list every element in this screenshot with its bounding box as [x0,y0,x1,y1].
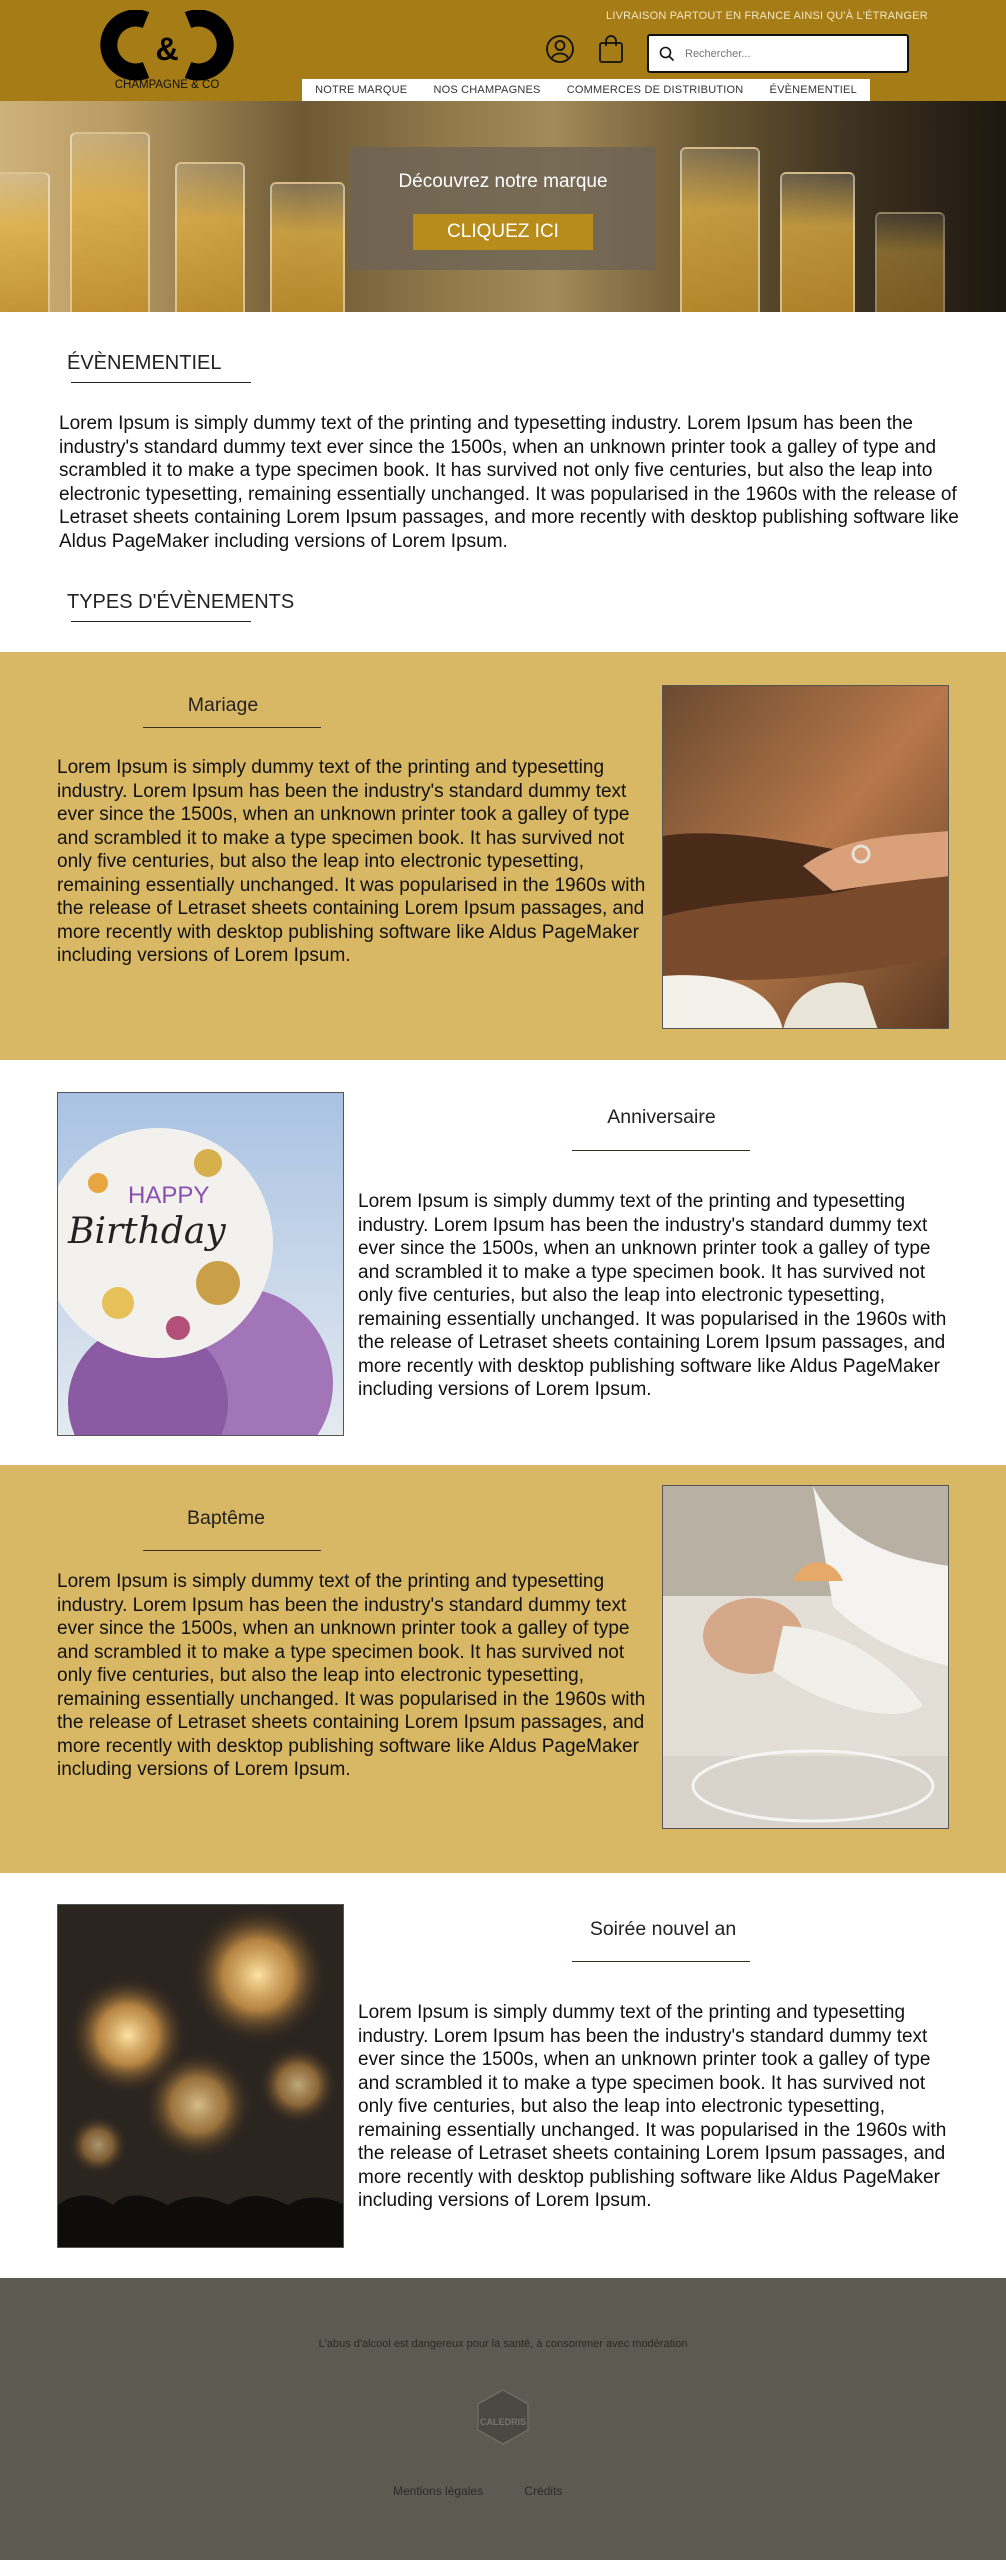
hero-cta-button[interactable]: CLIQUEZ ICI [413,214,593,250]
search-box [647,34,909,73]
alcohol-warning: L'abus d'alcool est dangereux pour la santé, à consommer avec modération [318,2338,688,2350]
birthday-photo [57,1092,344,1436]
logo-subtitle: CHAMPAGNE & CO [114,79,220,91]
svg-text:&: & [155,31,179,67]
event-text: Lorem Ipsum is simply dummy text of the printing and typesetting industry. Lorem Ipsum has been the industry's standard dummy text ever since the 1500s, when an unknown printer took a galley of type and scrambled it to make a type specimen book. It has survived not only five centuries, but also the leap into electronic typesetting, remaining essentially unchanged. It was popularised in the 1960s with the release of Letraset sheets containing Lorem Ipsum passages, and more recently with desktop publishing software like Aldus PageMaker including versions of Lorem Ipsum. [358,1191,947,1400]
event-title: Baptême [186,1507,266,1529]
event-title: Anniversaire [607,1106,716,1128]
event-text: Lorem Ipsum is simply dummy text of the printing and typesetting industry. Lorem Ipsum has been the industry's standard dummy text ever since the 1500s, when an unknown printer took a galley of type and scrambled it to make a type specimen book. It has survived not only five centuries, but also the leap into electronic typesetting, remaining essentially unchanged. It was popularised in the 1960s with the release of Letraset sheets containing Lorem Ipsum passages, and more recently with desktop publishing software like Aldus PageMaker including versions of Lorem Ipsum. [57,1571,646,1780]
hero-glass-decoration [780,172,855,312]
fireworks-photo [57,1904,344,2248]
hero-glass-decoration [70,132,150,312]
event-title-underline [572,1150,750,1151]
balloon-word-1: HAPPY [128,1182,210,1209]
balloon-word-2: Birthday [68,1211,226,1252]
event-title-underline [143,1550,321,1551]
types-title: TYPES D'ÉVÈNEMENTS [67,591,295,613]
header [0,0,1006,101]
hero-glass-decoration [270,182,345,312]
partner-logo-text: CALEDRIS [479,2417,527,2427]
hero-glass-decoration [175,162,245,312]
brand-logo[interactable] [92,10,242,92]
nav-evenementiel[interactable]: ÉVÈNEMENTIEL [769,84,857,96]
shipping-banner: LIVRAISON PARTOUT EN FRANCE AINSI QU'À L'ÉTRANGER [606,10,928,22]
event-text: Lorem Ipsum is simply dummy text of the printing and typesetting industry. Lorem Ipsum has been the industry's standard dummy text ever since the 1500s, when an unknown printer took a galley of type and scrambled it to make a type specimen book. It has survived not only five centuries, but also the leap into electronic typesetting, remaining essentially unchanged. It was popularised in the 1960s with the release of Letraset sheets containing Lorem Ipsum passages, and more recently with desktop publishing software like Aldus PageMaker including versions of Lorem Ipsum. [57,757,646,966]
event-section-nouvel-an [0,1873,1006,2278]
main-nav [302,79,870,101]
event-title-underline [572,1961,750,1962]
event-title-underline [143,727,321,728]
partner-logo[interactable] [468,2387,538,2447]
event-text: Lorem Ipsum is simply dummy text of the printing and typesetting industry. Lorem Ipsum has been the industry's standard dummy text ever since the 1500s, when an unknown printer took a galley of type and scrambled it to make a type specimen book. It has survived not only five centuries, but also the leap into electronic typesetting, remaining essentially unchanged. It was popularised in the 1960s with the release of Letraset sheets containing Lorem Ipsum passages, and more recently with desktop publishing software like Aldus PageMaker including versions of Lorem Ipsum. [358,2002,947,2211]
footer [0,2278,1006,2560]
nav-nos-champagnes[interactable]: NOS CHAMPAGNES [433,84,541,96]
hero-text: Découvrez notre marque [398,171,608,192]
hero-glass-decoration [875,212,945,312]
shopping-bag-icon[interactable] [596,34,626,64]
hero-banner [0,101,1006,312]
types-underline [71,621,251,622]
event-section-bapteme [0,1465,1006,1873]
search-icon[interactable] [659,46,675,62]
hero-glass-decoration [680,147,760,312]
title-underline [71,382,251,383]
event-section-anniversaire [0,1060,1006,1465]
nav-commerces-distribution[interactable]: COMMERCES DE DISTRIBUTION [566,84,744,96]
page-title: ÉVÈNEMENTIEL [67,352,222,374]
hero-glass-decoration [0,172,50,312]
user-icon[interactable] [545,34,575,64]
hero-overlay [350,147,656,270]
event-section-mariage [0,652,1006,1060]
intro-text: Lorem Ipsum is simply dummy text of the printing and typesetting industry. Lorem Ipsum has been the industry's standard dummy text ever since the 1500s, when an unknown printer took a galley of type and scrambled it to make a type specimen book. It has survived not only five centuries, but also the leap into electronic typesetting, remaining essentially unchanged. It was popularised in the 1960s with the release of Letraset sheets containing Lorem Ipsum passages, and more recently with desktop publishing software like Aldus PageMaker including versions of Lorem Ipsum. [59,413,959,552]
link-mentions-legales[interactable]: Mentions légales [393,2484,484,2498]
wedding-photo [662,685,949,1029]
footer-links [393,2484,600,2498]
link-credits[interactable]: Crédits [524,2484,563,2498]
baptism-photo [662,1485,949,1829]
search-input[interactable] [685,42,900,66]
nav-notre-marque[interactable]: NOTRE MARQUE [315,84,408,96]
event-title: Soirée nouvel an [589,1918,737,1940]
event-title: Mariage [187,694,259,716]
